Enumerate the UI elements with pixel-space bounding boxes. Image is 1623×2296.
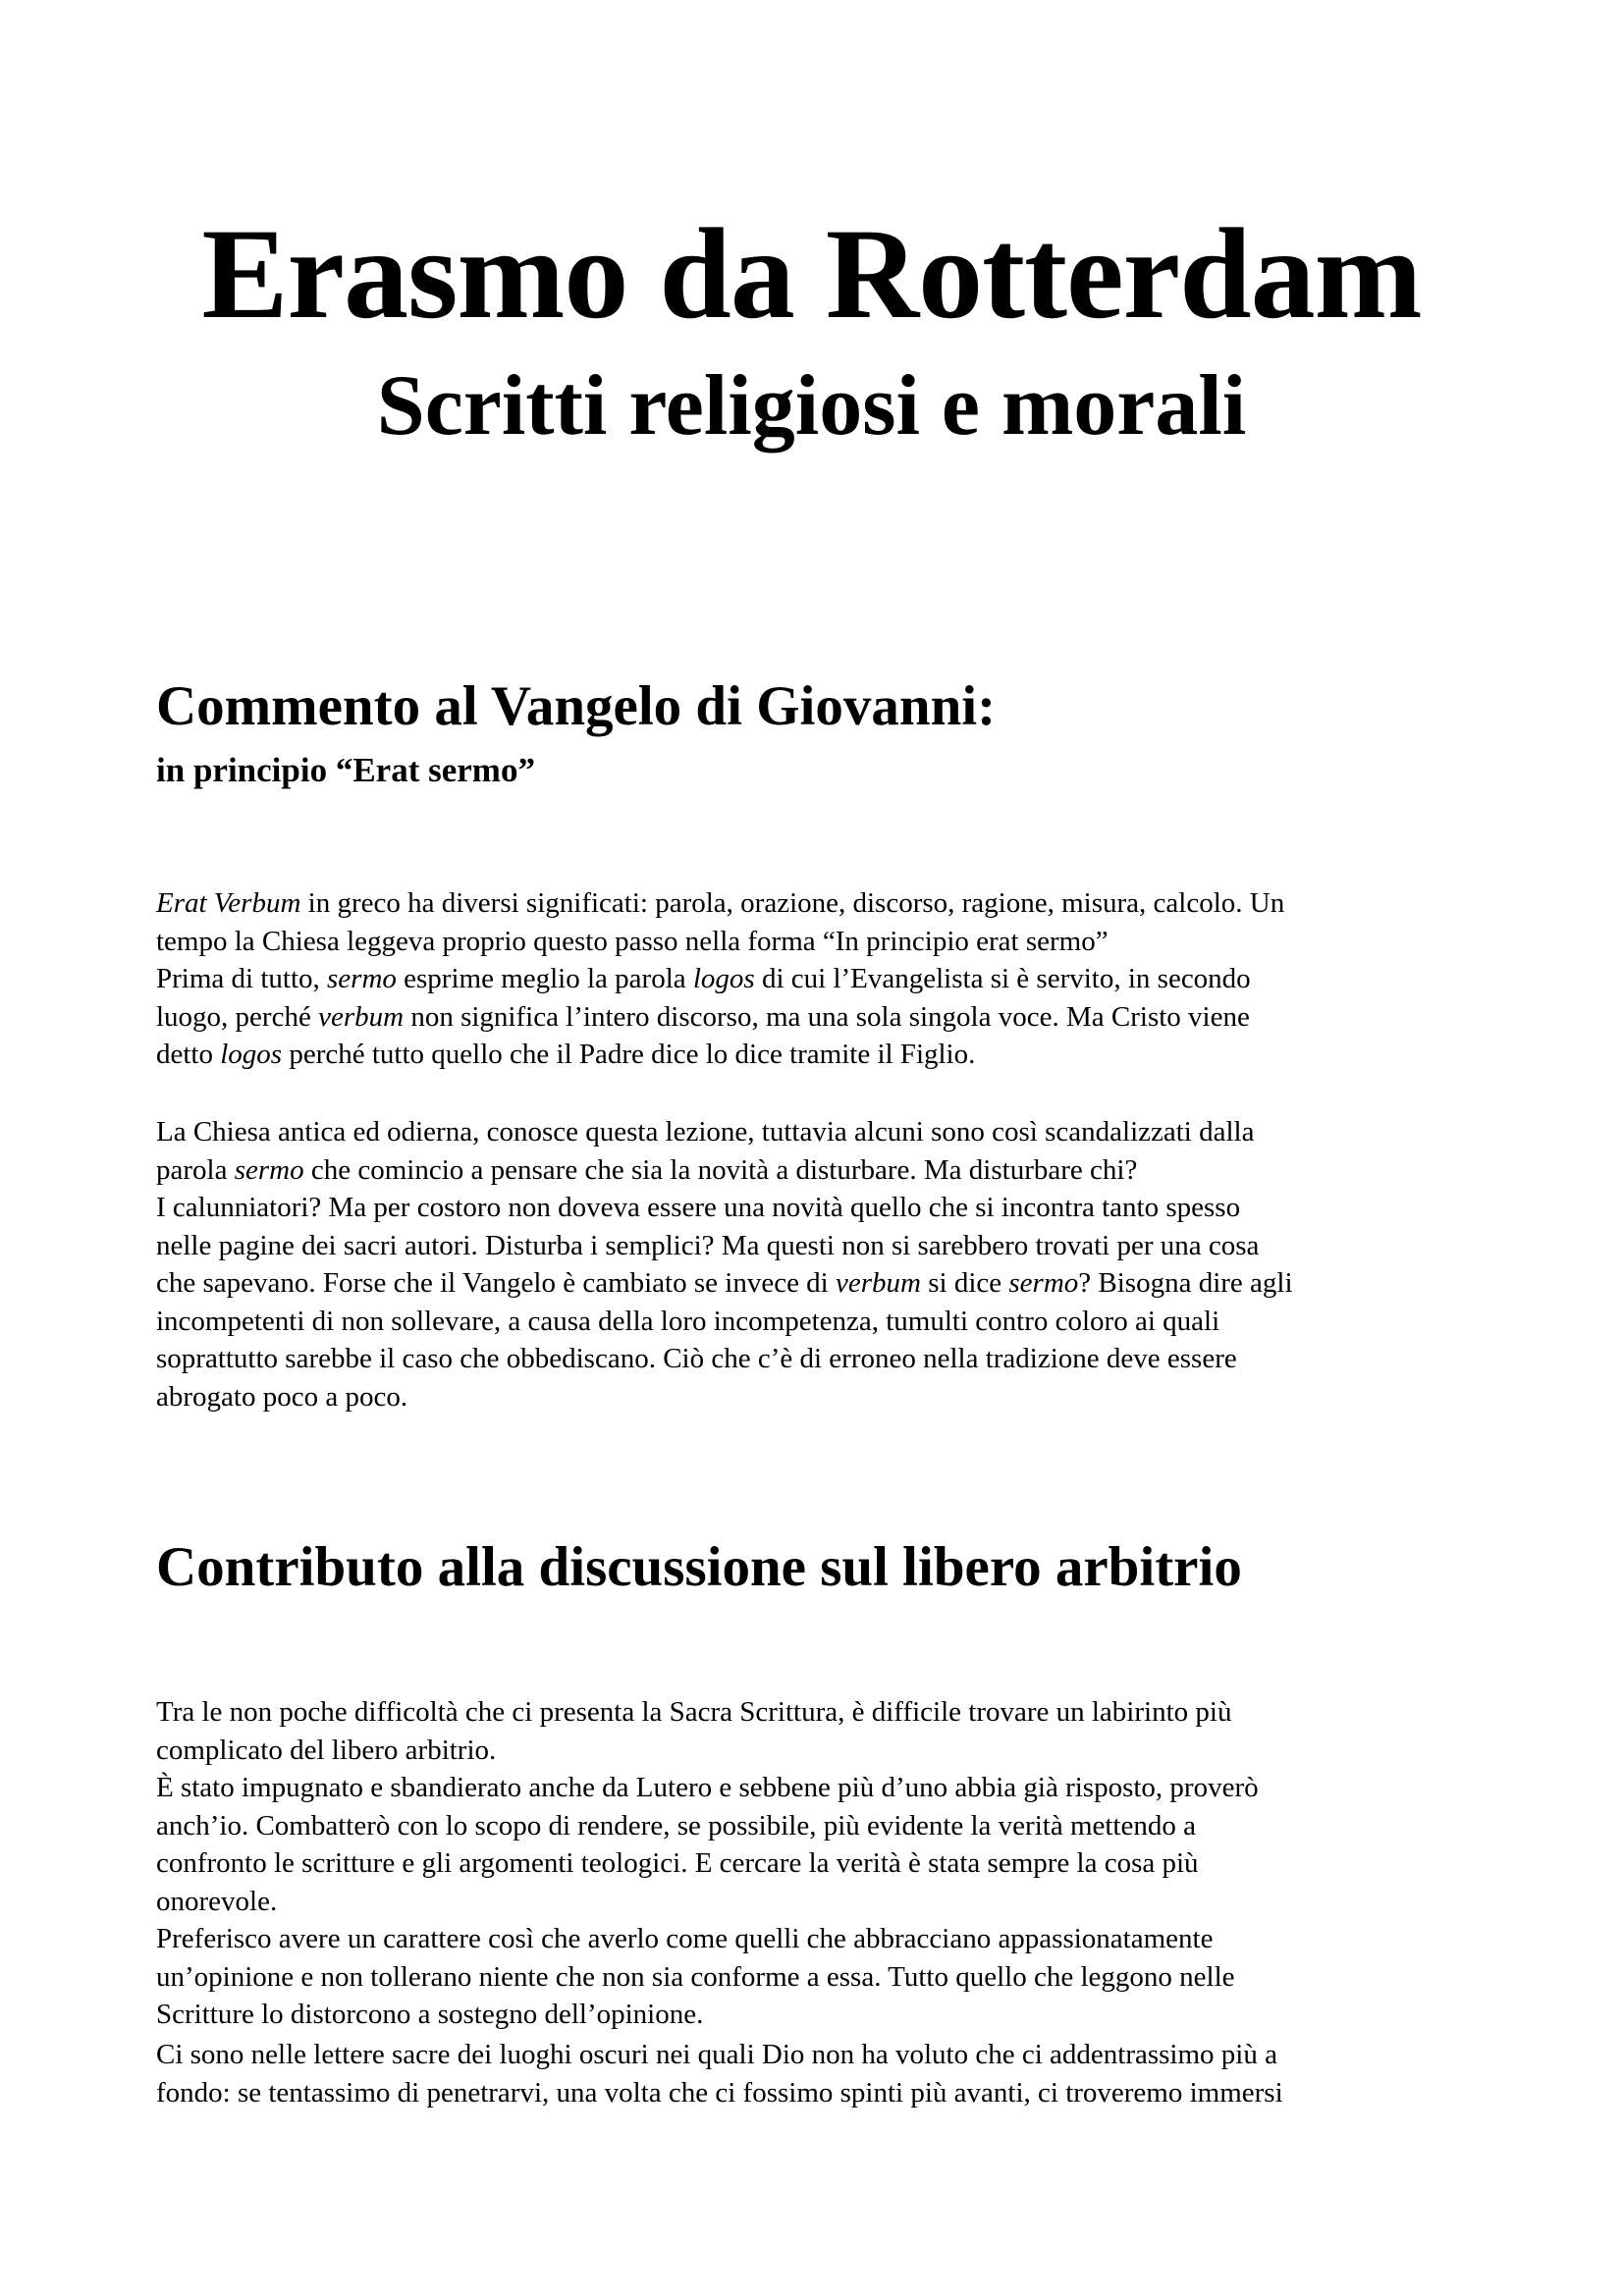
text-run: confronto le scritture e gli argomenti teologici. E cercare la verità è stata sempre la cosa più xyxy=(156,1847,1199,1879)
document-subtitle: Scritti religiosi e morali xyxy=(376,358,1247,454)
text-line xyxy=(156,1958,1472,1997)
text-run: tempo la Chiesa leggeva proprio questo passo nella forma “In principio erat sermo” xyxy=(156,925,1109,957)
text-run: luogo, perché xyxy=(156,1000,319,1033)
text-line xyxy=(156,1732,1472,1770)
text-run: Preferisco avere un carattere così che averlo come quelli che abbracciano appassionatamente xyxy=(156,1923,1214,1954)
italic-term: Erat Verbum xyxy=(156,887,301,919)
text-line xyxy=(156,884,1472,923)
text-line xyxy=(156,960,1472,998)
text-run: anch’io. Combatterò con lo scopo di rendere, se possibile, più evidente la verità mettendo a xyxy=(156,1809,1196,1842)
text-run: Ci sono nelle lettere sacre dei luoghi oscuri nei quali Dio non ha voluto che ci addentrassimo più a xyxy=(156,2039,1277,2070)
document-title: Erasmo da Rotterdam xyxy=(201,201,1422,346)
italic-term: sermo xyxy=(234,1153,304,1186)
section1-heading: Commento al Vangelo di Giovanni: xyxy=(156,675,997,737)
italic-term: logos xyxy=(220,1039,283,1070)
text-line xyxy=(156,998,1472,1037)
text-line xyxy=(156,1189,1472,1227)
text-line xyxy=(156,1303,1472,1341)
text-line xyxy=(156,1264,1472,1303)
italic-term: logos xyxy=(692,963,755,994)
text-line xyxy=(156,1378,1472,1416)
text-run: perché tutto quello che il Padre dice lo dice tramite il Figlio. xyxy=(282,1039,976,1070)
text-line xyxy=(156,1996,1472,2034)
section2-paragraph-1 xyxy=(156,1693,1472,2034)
text-run: ? Bisogna dire agli xyxy=(1078,1267,1293,1299)
text-run: Prima di tutto, xyxy=(156,963,327,994)
text-run: I calunniatori? Ma per costoro non doveva essere una novità quello che si incontra tanto spesso xyxy=(156,1192,1241,1223)
text-line xyxy=(156,1693,1472,1732)
text-run: incompetenti di non sollevare, a causa della loro incompetenza, tumulti contro coloro ai quali xyxy=(156,1305,1220,1337)
text-run: nelle pagine dei sacri autori. Disturba i semplici? Ma questi non si sarebbero trovati per una cosa xyxy=(156,1229,1260,1261)
text-line xyxy=(156,923,1472,961)
text-line xyxy=(156,1920,1472,1958)
text-run: un’opinione e non tollerano niente che non sia conforme a essa. Tutto quello che leggono nelle xyxy=(156,1960,1235,1993)
text-line xyxy=(156,1036,1472,1074)
text-run: in greco ha diversi significati: parola, orazione, discorso, ragione, misura, calcolo. Un xyxy=(300,887,1285,919)
text-run: che sapevano. Forse che il Vangelo è cambiato se invece di xyxy=(156,1267,836,1299)
section1-paragraph-1 xyxy=(156,884,1472,1074)
section1-subheading: in principio “Erat sermo” xyxy=(156,751,535,789)
text-line xyxy=(156,2074,1472,2112)
section2-heading: Contributo alla discussione sul libero arbitrio xyxy=(156,1536,1242,1598)
text-line xyxy=(156,1151,1472,1190)
text-line xyxy=(156,1807,1472,1845)
text-run: si dice xyxy=(920,1267,1009,1299)
text-run: di cui l’Evangelista si è servito, in secondo xyxy=(754,963,1251,994)
text-run: detto xyxy=(156,1039,221,1070)
text-run: fondo: se tentassimo di penetrarvi, una volta che ci fossimo spinti più avanti, ci troveremo immersi xyxy=(156,2076,1283,2109)
text-line xyxy=(156,1227,1472,1265)
text-line xyxy=(156,1769,1472,1807)
text-line xyxy=(156,1844,1472,1883)
italic-term: sermo xyxy=(327,963,397,994)
text-run: complicato del libero arbitrio. xyxy=(156,1734,497,1766)
italic-term: verbum xyxy=(836,1267,921,1299)
text-run: Tra le non poche difficoltà che ci presenta la Sacra Scrittura, è difficile trovare un labirinto più xyxy=(156,1696,1232,1728)
text-run: che comincio a pensare che sia la novità a disturbare. Ma disturbare chi? xyxy=(303,1153,1138,1186)
text-run: esprime meglio la parola xyxy=(396,963,693,994)
text-line xyxy=(156,1113,1472,1151)
text-run: non significa l’intero discorso, ma una sola singola voce. Ma Cristo viene xyxy=(404,1000,1250,1033)
text-line xyxy=(156,2036,1472,2074)
text-run: parola xyxy=(156,1153,235,1186)
italic-term: sermo xyxy=(1008,1267,1079,1299)
italic-term: verbum xyxy=(318,1000,405,1033)
text-run: soprattutto sarebbe il caso che obbediscano. Ciò che c’è di erroneo nella tradizione deve essere xyxy=(156,1343,1237,1374)
text-run: abrogato poco a poco. xyxy=(156,1380,408,1413)
section1-paragraph-2 xyxy=(156,1113,1472,1415)
text-run: Scritture lo distorcono a sostegno dell’opinione. xyxy=(156,1999,704,2030)
text-line xyxy=(156,1883,1472,1921)
text-run: La Chiesa antica ed odierna, conosce questa lezione, tuttavia alcuni sono così scandalizzati dalla xyxy=(156,1116,1255,1148)
text-line xyxy=(156,1340,1472,1378)
section2-paragraph-2 xyxy=(156,2036,1472,2111)
text-run: È stato impugnato e sbandierato anche da Lutero e sebbene più d’uno abbia già risposto, proverò xyxy=(156,1772,1259,1803)
text-run: onorevole. xyxy=(156,1885,278,1917)
